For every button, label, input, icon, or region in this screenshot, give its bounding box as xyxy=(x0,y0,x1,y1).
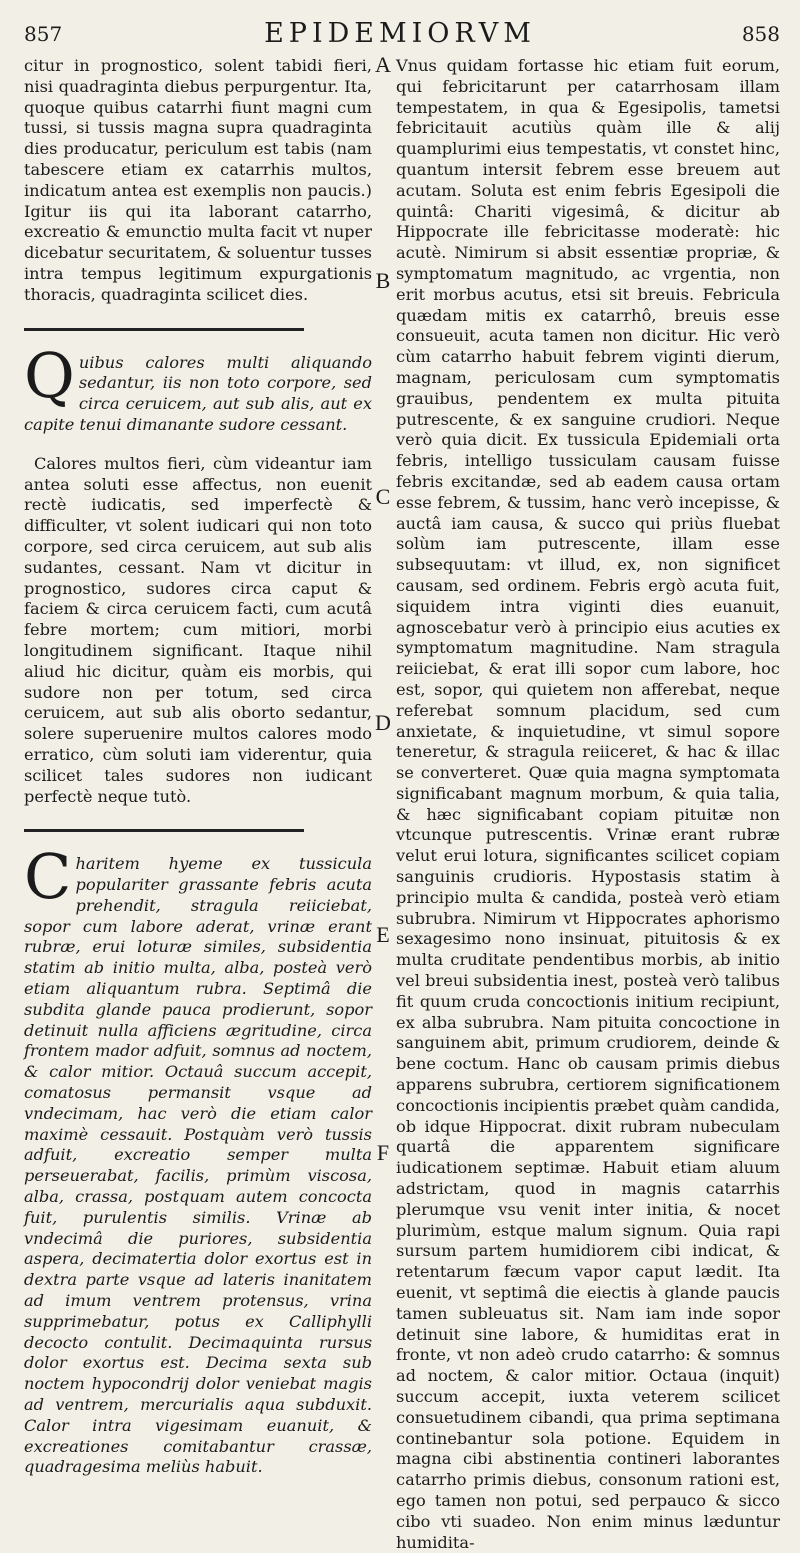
margin-letter-b: B xyxy=(375,268,391,293)
running-title: EPIDEMIORVM xyxy=(264,18,536,49)
left-column xyxy=(24,56,372,1478)
lemma-text xyxy=(24,338,372,436)
margin-letter-d: D xyxy=(375,710,391,735)
margin-letter-c: C xyxy=(375,484,391,509)
margin-letter-e: E xyxy=(376,922,390,947)
lemma-paragraph: Quibus calores multi aliquando sedantur, iis non toto corpore, sed circa ceruicem, aut sub alis, aut ex capite tenui dimanante sudore cessant. xyxy=(24,338,372,434)
page-number-left: 857 xyxy=(24,22,63,46)
commentary-paragraph: Vnus quidam fortasse hic etiam fuit eorum, qui febricitarunt per catarrhosam illam tempestatem, in qua & Egesipolis, tametsi febricitauit acutiùs quàm ille & alij quamplurimi eius tempestatis, vt constet hinc, quantum intersit febrem esse breuem aut acutam. Soluta est enim febris Egesipoli die quintâ: Chariti vigesimâ, & dicitur ab Hippocrate ille febricitasse moderatè: hic acutè. Nimirum si absit essentiæ propriæ, & symptomatum magnitudo, ac vrgentia, non erit morbus acutus, etsi sit breuis. Febricula quædam mitis ex catarrhô, breuis esse consueuit, acuta tamen non dicitur. Hic verò cùm catarrho habuit febrem viginti dierum, magnam, periculosam cum symptomatis grauibus, pendentem ex multa pituita putrescente, & ex sanguine crudiori. Neque verò quia dicit. Ex tussicula Epidemiali orta febris, intelligo tussiculam causam fuisse febris excitandæ, sed ab eadem causa ortam esse febrem, & tussim, hanc verò incepisse, & auctâ iam causa, & succo qui priùs fluebat solùm iam putrescente, illam esse subsequutam: vt illud, ex, non significet causam, sed ordinem. Febris ergò acuta fuit, siquidem intra viginti dies euanuit, agnoscebatur verò à principio eius acuties ex symptomatum magnitudine. Nam stragula reiiciebat, & erat illi sopor cum labore, hoc est, sopor, qui quietem non afferebat, neque referebat somnum placidum, sed cum anxietate, & inquietudine, vt simul sopore teneretur, & stragula reiiceret, & hac & illac se converteret. Quæ quia magna symptomata significabant magnum morbum, & quia talia, & hæc significabant copiam pituitæ non vtcunque putrescentis. Vrinæ erant rubræ velut erui lotura, significantes scilicet copiam sanguinis crudioris. Hypostasis statim à principio multa & candida, posteà verò etiam subrubra. Nimirum vt Hippocrates aphorismo sexagesimo nono insinuat, pituitosis & ex multa cruditate pendentibus morbis, ab initio vel breui subsidentia inest, posteà verò talibus fit quum cruda concoctionis initium recipiunt, ex alba subrubra. Nam pituita concoctione in sanguinem abit, primum crudiorem, deinde & bene coctum. Hanc ob causam primis diebus apparens subrubra, certiorem significationem concoctionis incipientis præbet quàm candida, ob idque Hippocrat. dixit rubram nubeculam quartâ die apparentem significare iudicationem septimæ. Habuit etiam aluum adstrictam, quod in magnis catarrhis plerumque vsu venit inter initia, & nocet plurimùm, estque malum signum. Quia rapi sursum partem humidiorem cibi indicat, & retentarum fæcum vapor caput lædit. Ita euenit, vt septimâ die eiectis à glande paucis tamen subleuatus sit. Nam iam inde sopor detinuit sine labore, & humiditas erat in fronte, vt non adeò crudo catarrho: & somnus ad noctem, & calor mitior. Octaua (inquit) succum accepit, iuxta veterem scilicet consuetudinem cibandi, qua prima septimana continebantur sola potione. Equidem in magna cibi abstinentia contineri laborantes catarrho primis diebus, consonum rationi est, ego tamen non potui, sed perpauco & sicco cibo vti suadeo. Non enim minus læduntur humidita- xyxy=(396,56,780,1552)
margin-letter-a: A xyxy=(375,52,391,77)
commentary-paragraph: Calores multos fieri, cùm videantur iam antea soluti esse affectus, non euenit rectè iudicatis, sed imperfectè & difficulter, vt solent iudicari qui non toto corpore, sed circa ceruicem, aut sub alis sudantes, cessant. Nam vt dicitur in prognostico, sudores circa caput & faciem & circa ceruicem facti, cum acutâ febre mortem; cum mitiori, morbi longitudinem significant. Itaque nihil aliud hic dicitur, quàm eis morbis, qui sudore non per totum, sed circa ceruicem, aut sub alis oborto sedantur, solere superuenire multos calores modo erratico, cùm soluti iam viderentur, quia scilicet tales sudores non iudicant perfectè neque tutò. xyxy=(24,453,372,806)
lemma-paragraph: Charitem hyeme ex tussicula populariter grassante febris acuta prehendit, stragula reiiciebat, sopor cum labore aderat, vrinæ erant rubræ, erui loturæ similes, subsidentia statim ab initio multa, alba, posteà verò etiam aliquantum rubra. Septimâ die subdita glande pauca prodierunt, sopor detinuit nulla afficiens ægritudine, circa frontem mador adfuit, somnus ad noctem, & calor mitior. Octauâ succum accepit, comatosus permansit vsque ad vndecimam, hac verò die etiam calor maximè cessauit. Postquàm verò tussis adfuit, excreatio semper multa perseuerabat, facilis, primùm viscosa, alba, crassa, postquam autem concocta fuit, purulentis similis. Vrinæ ab vndecimâ die puriores, subsidentia aspera, decimatertia dolor exortus est in dextra parte vsque ad lateris inanitatem ad imum ventrem protensus, vrina supprimebatur, potus ex Calliphylli decocto contulit. Decimaquinta rursus dolor exortus est. Decima sexta sub noctem hypocondrij dolor veniebat magis ad ventrem, mercurialis aqua subduxit. Calor intra vigesimam euanuit, & excreationes comitabantur crassæ, quadragesima meliùs habuit. xyxy=(24,840,372,1477)
right-column xyxy=(396,56,780,1553)
page-number-right: 858 xyxy=(741,22,780,46)
section-rule xyxy=(24,829,304,832)
commentary-paragraph: citur in prognostico, solent tabidi fieri, nisi quadraginta diebus perpurgentur. Ita, quoque quibus catarrhi fiunt magni cum tussi, si tussis magna supra quadraginta dies producatur, periculum est tabis (nam tabescere etiam ex catarrhis multos, indicatum antea est exemplis non paucis.) Igitur iis qui ita laborant catarrho, excreatio & emunctio multa facit vt nuper dicebatur securitatem, & soluentur tusses intra tempus legitimum expurgationis thoracis, quadraginta scilicet dies. xyxy=(24,56,372,304)
section-rule xyxy=(24,328,304,331)
margin-letter-f: F xyxy=(376,1140,390,1165)
page-header xyxy=(0,18,800,52)
lemma-text xyxy=(24,840,372,1478)
